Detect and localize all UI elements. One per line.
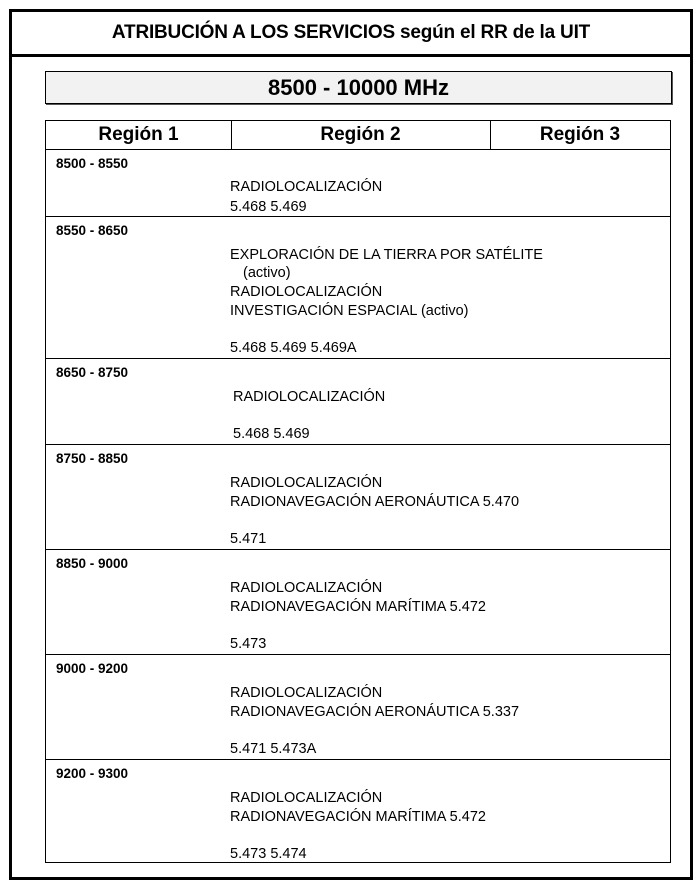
allocation-line: (activo)	[243, 265, 291, 281]
allocation-line: RADIOLOCALIZACIÓN	[230, 475, 383, 491]
band-range: 8550 - 8650	[56, 223, 129, 238]
allocation-line: INVESTIGACIÓN ESPACIAL (activo)	[230, 303, 469, 319]
footnote-refs: 5.468 5.469	[233, 426, 310, 442]
allocation-line: EXPLORACIÓN DE LA TIERRA POR SATÉLITE	[230, 247, 543, 263]
footnote-refs: 5.473	[230, 636, 267, 652]
allocation-line: RADIOLOCALIZACIÓN	[230, 284, 383, 300]
allocation-line: RADIONAVEGACIÓN AERONÁUTICA 5.470	[230, 494, 520, 510]
page-title: ATRIBUCIÓN A LOS SERVICIOS según el RR de la UIT	[12, 12, 690, 57]
allocation-line: RADIONAVEGACIÓN MARÍTIMA 5.472	[230, 809, 486, 825]
column-header-region-3: Región 3	[539, 124, 621, 145]
table-row	[46, 759, 670, 863]
allocation-line: RADIOLOCALIZACIÓN	[230, 179, 383, 195]
table-header	[46, 121, 670, 150]
footnote-refs: 5.471	[230, 531, 267, 547]
document-frame	[9, 9, 693, 880]
table-row	[46, 149, 670, 217]
footnote-refs: 5.468 5.469	[230, 199, 307, 215]
allocation-line: RADIONAVEGACIÓN MARÍTIMA 5.472	[230, 599, 486, 615]
band-range: 9200 - 9300	[56, 766, 129, 781]
allocation-table	[45, 120, 671, 863]
column-header-region-1: Región 1	[46, 121, 232, 149]
footnote-refs: 5.473 5.474	[230, 846, 307, 862]
table-row	[46, 216, 670, 359]
frequency-range-title: 8500 - 10000 MHz	[45, 71, 672, 104]
table-row	[46, 654, 670, 760]
allocation-line: RADIONAVEGACIÓN AERONÁUTICA 5.337	[230, 704, 520, 720]
band-range: 8850 - 9000	[56, 556, 129, 571]
band-range: 8500 - 8550	[56, 156, 129, 171]
band-range: 8650 - 8750	[56, 365, 129, 380]
footnote-refs: 5.468 5.469 5.469A	[230, 340, 357, 356]
band-range: 8750 - 8850	[56, 451, 129, 466]
allocation-line: RADIOLOCALIZACIÓN	[230, 685, 383, 701]
allocation-line: RADIOLOCALIZACIÓN	[233, 389, 386, 405]
column-header-region-2: Región 2	[231, 121, 491, 149]
table-row	[46, 444, 670, 550]
table-row	[46, 358, 670, 445]
band-range: 9000 - 9200	[56, 661, 129, 676]
footnote-refs: 5.471 5.473A	[230, 741, 317, 757]
allocation-line: RADIOLOCALIZACIÓN	[230, 580, 383, 596]
table-row	[46, 549, 670, 655]
allocation-line: RADIOLOCALIZACIÓN	[230, 790, 383, 806]
